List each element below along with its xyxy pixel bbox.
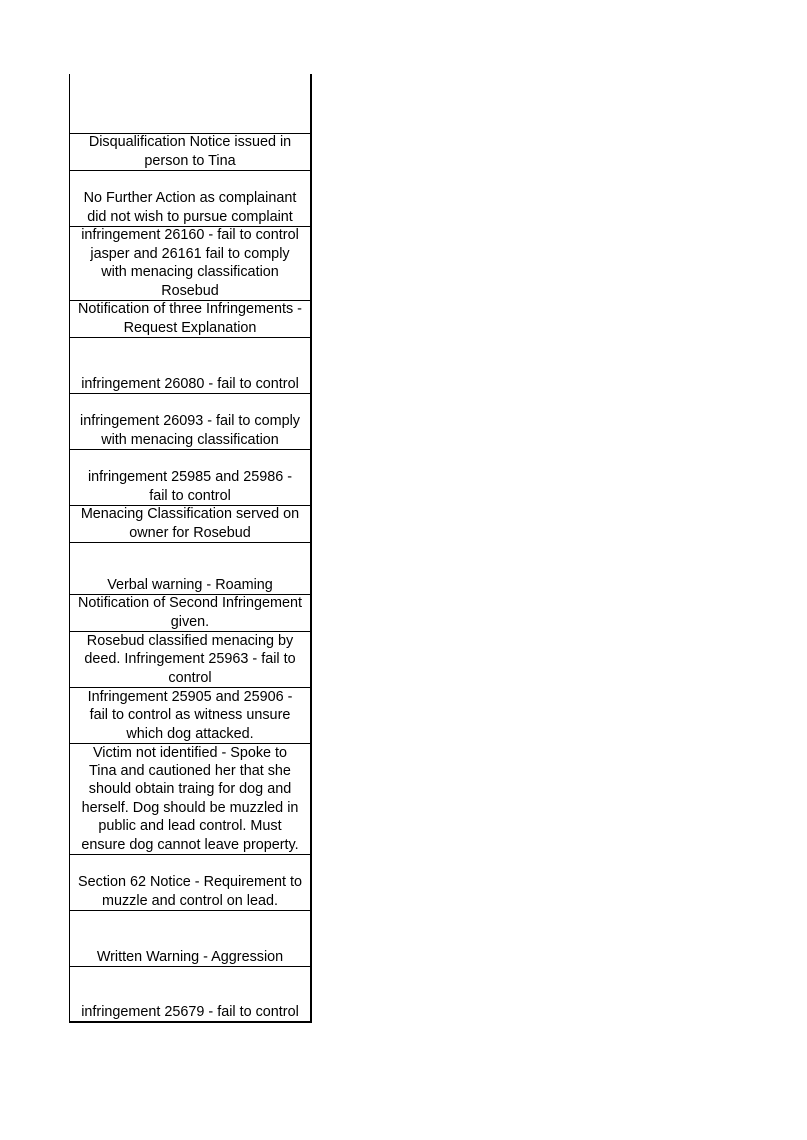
cell-text: infringement 26160 - fail to control jasper and 26161 fail to comply with menacing classification Rosebud: [81, 227, 299, 299]
table-row: [70, 338, 310, 394]
table-row: [70, 301, 310, 338]
cell-text: infringement 26080 - fail to control: [81, 375, 299, 392]
table-row: [70, 227, 310, 301]
table-row: [70, 744, 310, 855]
cell-text: infringement 25985 and 25986 - fail to control: [87, 469, 293, 504]
cell-text: Disqualification Notice issued in person to Tina: [88, 134, 292, 169]
cell-text: Section 62 Notice - Requirement to muzzle and control on lead.: [78, 874, 302, 909]
table-row: [70, 688, 310, 744]
table-row: [70, 171, 310, 227]
cell-text: infringement 26093 - fail to comply with menacing classification: [80, 413, 300, 448]
table-row: [70, 134, 310, 171]
cell-text: No Further Action as complainant did not wish to pursue complaint: [83, 190, 297, 225]
cell-text: Victim not identified - Spoke to Tina and cautioned her that she should obtain traing for dog and herself. Dog should be muzzled in public and lead control. Must ensure dog cannot leave property.: [81, 744, 299, 853]
table-row: [70, 450, 310, 506]
table-row: [70, 506, 310, 543]
table-row: [70, 394, 310, 450]
spreadsheet-column: [69, 74, 312, 1023]
cell-text: infringement 25679 - fail to control: [81, 1003, 299, 1020]
cell-text: Rosebud classified menacing by deed. Infringement 25963 - fail to control: [84, 632, 296, 686]
cell-text: Verbal warning - Roaming: [107, 576, 273, 593]
table-row: [70, 855, 310, 911]
table-row: [70, 967, 310, 1023]
cell-text: Notification of three Infringements - Request Explanation: [78, 301, 302, 336]
cell-text: Written Warning - Aggression: [96, 948, 284, 965]
table-row: [70, 74, 310, 134]
cell-text: Menacing Classification served on owner for Rosebud: [80, 506, 300, 541]
table-row: [70, 595, 310, 632]
cell-text: Infringement 25905 and 25906 - fail to control as witness unsure which dog attacked.: [87, 688, 293, 742]
table-row: [70, 911, 310, 967]
cell-text: Notification of Second Infringement given.: [78, 595, 302, 630]
table-row: [70, 632, 310, 688]
table-row: [70, 543, 310, 595]
